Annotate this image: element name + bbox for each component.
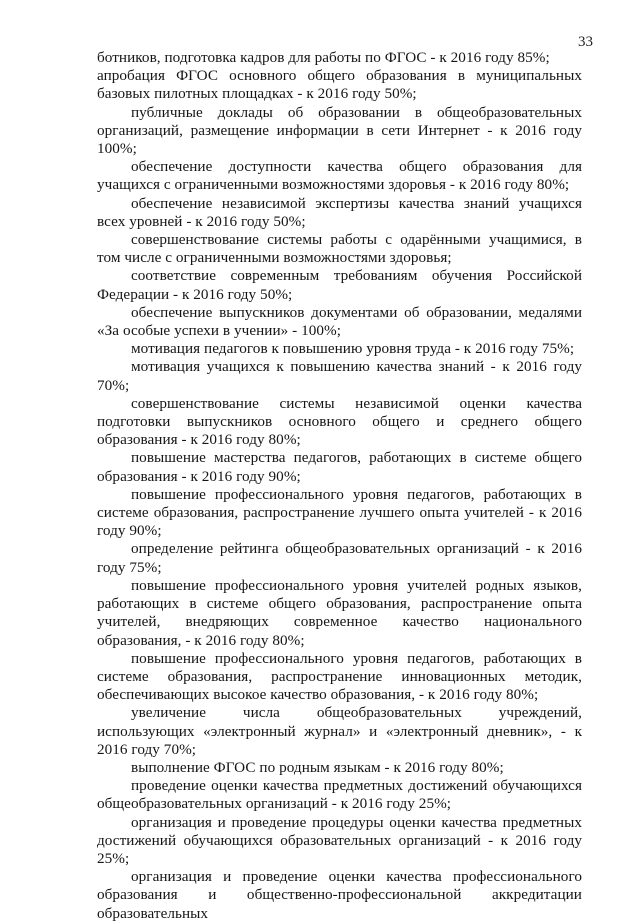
paragraph: соответствие современным требованиям обучения Российской Федерации - к 2016 году 50%; xyxy=(97,267,582,303)
paragraph: ботников, подготовка кадров для работы по ФГОС - к 2016 году 85%; xyxy=(97,49,550,66)
paragraph: апробация ФГОС основного общего образования в муниципальных базовых пилотных площадках - к 2016 году 50%; xyxy=(97,67,582,103)
paragraph: повышение профессионального уровня педагогов, работающих в системе образования, распространение инновационных методик, обеспечивающих высокое качество образования, - к 2016 году 80%; xyxy=(97,649,582,704)
paragraph: организация и проведение процедуры оценки качества предметных достижений обучающихся образовательных организаций - к 2016 году 25%; xyxy=(97,813,582,867)
paragraph: повышение профессионального уровня педагогов, работающих в системе образования, распространение лучшего опыта учителей - к 2016 году 90%; xyxy=(97,485,582,540)
document-body xyxy=(97,49,582,923)
paragraph: мотивация педагогов к повышению уровня труда - к 2016 году 75%; xyxy=(131,340,575,358)
paragraph: обеспечение выпускников документами об образовании, медалями «За особые успехи в учении» - 100%; xyxy=(97,303,582,340)
paragraph: обеспечение доступности качества общего образования для учащихся с ограниченными возможностями здоровья - к 2016 году 80%; xyxy=(97,158,582,194)
page-number: 33 xyxy=(578,34,593,50)
paragraph: организация и проведение оценки качества профессионального образования и общественно-профессиональной аккредитации образовательных xyxy=(97,868,582,922)
paragraph: выполнение ФГОС по родным языкам - к 2016 году 80%; xyxy=(131,758,504,776)
paragraph: проведение оценки качества предметных достижений обучающихся общеобразовательных организаций - к 2016 году 25%; xyxy=(97,777,582,813)
paragraph: повышение профессионального уровня учителей родных языков, работающих в системе общего образования, распространение опыта учителей, внедряющих современное качество национального образования, - к 2016 году 80%; xyxy=(97,576,582,649)
paragraph: обеспечение независимой экспертизы качества знаний учащихся всех уровней - к 2016 году 50%; xyxy=(97,194,582,230)
paragraph: повышение мастерства педагогов, работающих в системе общего образования - к 2016 году 90%; xyxy=(97,449,582,485)
paragraph: мотивация учащихся к повышению качества знаний - к 2016 году 70%; xyxy=(97,358,582,394)
paragraph: публичные доклады об образовании в общеобразовательных организаций, размещение информации в сети Интернет - к 2016 году 100%; xyxy=(97,103,582,158)
paragraph: увеличение числа общеобразовательных учреждений, использующих «электронный журнал» и «электронный дневник», - к 2016 году 70%; xyxy=(97,704,582,758)
paragraph: совершенствование системы независимой оценки качества подготовки выпускников основного общего и среднего общего образования - к 2016 году 80%; xyxy=(97,394,582,449)
paragraph: определение рейтинга общеобразовательных организаций - к 2016 году 75%; xyxy=(97,540,582,576)
paragraph: совершенствование системы работы с одарёнными учащимися, в том числе с ограниченными возможностями здоровья; xyxy=(97,231,582,267)
